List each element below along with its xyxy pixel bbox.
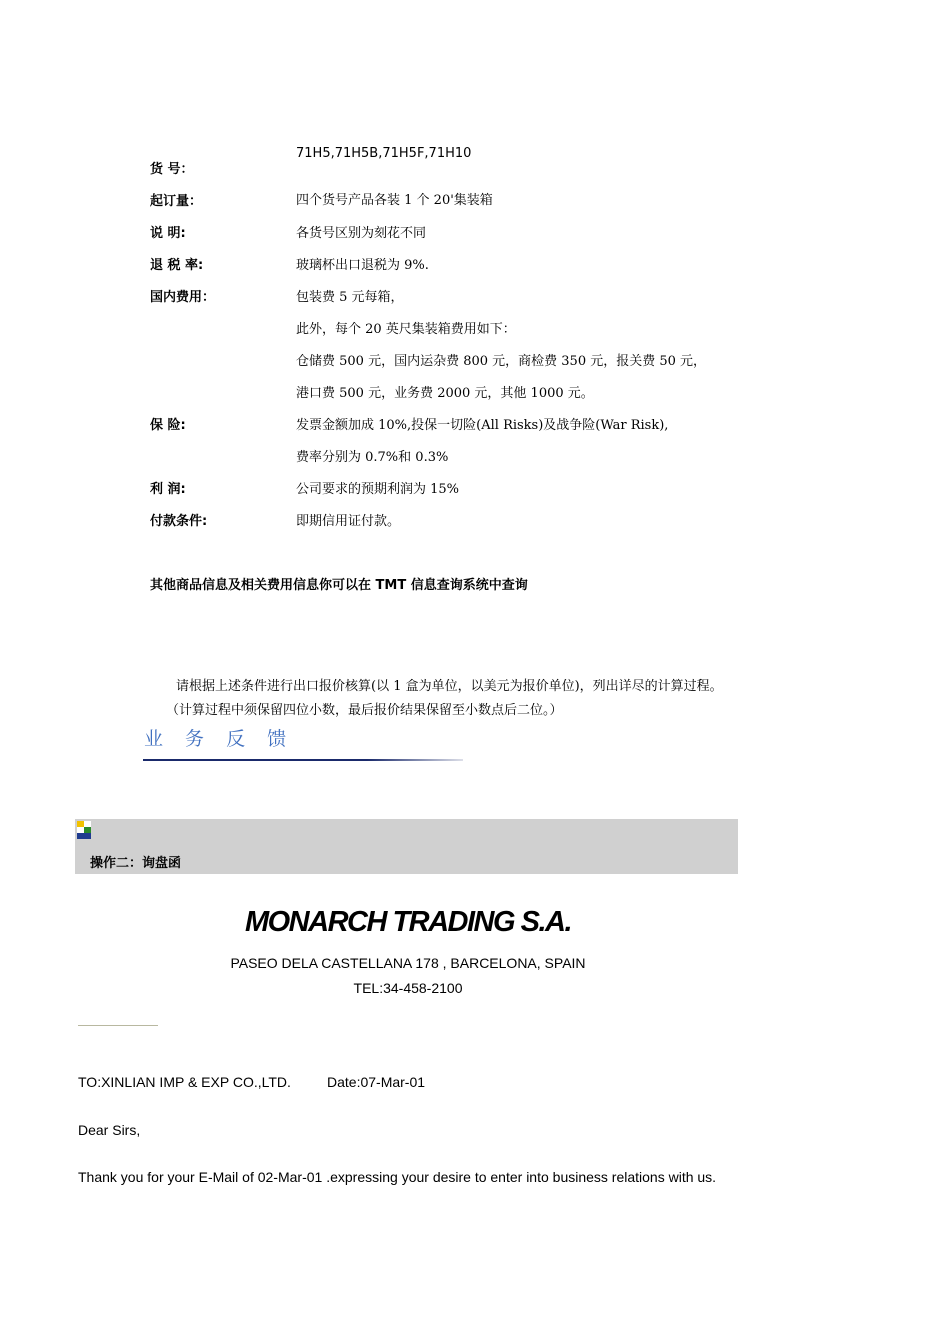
section-divider xyxy=(143,759,463,761)
field-label-payment: 付款条件: xyxy=(150,514,208,529)
letter-date: Date:07-Mar-01 xyxy=(327,1074,426,1090)
field-value-insurance-rates: 费率分别为 0.7%和 0.3% xyxy=(296,450,449,465)
letter-salutation: Dear Sirs, xyxy=(78,1122,141,1138)
instruction-line-1: 请根据上述条件进行出口报价核算(以 1 盒为单位，以美元为报价单位)，列出详尽的计算过程。 xyxy=(176,679,723,694)
field-label-insurance: 保 险: xyxy=(150,418,186,433)
field-label-moq: 起订量： xyxy=(150,194,203,209)
field-value-container-costs-2: 港口费 500 元，业务费 2000 元，其他 1000 元。 xyxy=(296,386,594,401)
letter-to: TO:XINLIAN IMP & EXP CO.,LTD. xyxy=(78,1074,291,1090)
letter-divider xyxy=(78,1025,158,1026)
field-label-item-no: 货 号： xyxy=(150,162,194,177)
tmt-note: 其他商品信息及相关费用信息你可以在 TMT 信息查询系统中查询 xyxy=(150,578,528,593)
company-address: PASEO DELA CASTELLANA 178 , BARCELONA, SPAIN xyxy=(230,955,586,971)
operation-title: 操作二：询盘函 xyxy=(90,856,182,871)
field-value-container-intro: 此外，每个 20 英尺集装箱费用如下： xyxy=(296,322,516,337)
checker-squares-icon xyxy=(77,821,91,839)
field-value-payment: 即期信用证付款。 xyxy=(296,514,401,529)
field-label-profit: 利 润: xyxy=(150,482,186,497)
field-value-container-costs-1: 仓储费 500 元，国内运杂费 800 元，商检费 350 元，报关费 50 元， xyxy=(296,354,707,369)
field-value-item-no: 71H5,71H5B,71H5F,71H10 xyxy=(296,146,472,161)
instruction-line-2: （计算过程中须保留四位小数，最后报价结果保留至小数点后二位。） xyxy=(166,703,563,718)
field-value-moq: 四个货号产品各装 1 个 20'集装箱 xyxy=(296,193,493,208)
field-value-tax-rebate: 玻璃杯出口退税为 9%. xyxy=(296,258,429,273)
section-title: 业 务 反 馈 xyxy=(144,728,295,750)
field-value-description: 各货号区别为刻花不同 xyxy=(296,226,427,241)
field-label-tax-rebate: 退 税 率: xyxy=(150,258,204,273)
company-tel: TEL:34-458-2100 xyxy=(353,980,463,996)
letter-body: Thank you for your E-Mail of 02-Mar-01 .expressing your desire to enter into business relations with us. xyxy=(78,1169,717,1185)
field-label-domestic-cost: 国内费用： xyxy=(150,290,216,305)
field-value-profit: 公司要求的预期利润为 15% xyxy=(296,482,460,497)
field-value-domestic-cost: 包装费 5 元每箱， xyxy=(296,290,404,305)
field-value-insurance: 发票金额加成 10%,投保一切险(All Risks)及战争险(War Risk), xyxy=(296,418,669,433)
company-name: MONARCH TRADING S.A. xyxy=(244,906,572,938)
field-label-description: 说 明: xyxy=(150,226,186,241)
